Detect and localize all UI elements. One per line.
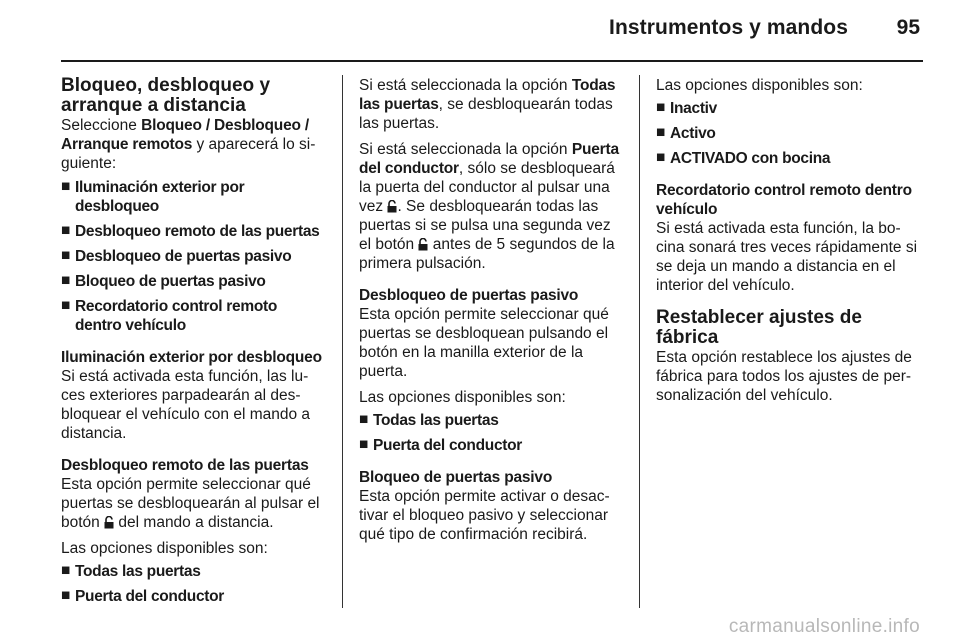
column-divider-2 xyxy=(639,75,640,608)
column-3 xyxy=(656,76,920,405)
section-heading-remote: Bloqueo, desbloqueo y arranque a distancia xyxy=(61,75,271,116)
paragraph-all-doors: Si está seleccionada la opción Todas las puertas, se desbloquearán todas las puertas. xyxy=(359,77,616,132)
options-label: Las opciones disponibles son: xyxy=(359,389,566,406)
watermark: carmanualsonline.info xyxy=(728,616,920,637)
paragraph-driver-door: Si está seleccionada la opción Puerta del conductor, sólo se desbloqueará la puerta del conductor al pulsar una vez . Se desbloquearán todas las puertas si se pulsa una segunda vez el botón antes de 5 segundos de la primera pulsación. xyxy=(359,141,619,272)
subheading-remote-reminder: Recordatorio control remoto dentro vehículo xyxy=(656,182,912,218)
list-item: ■ Inactiv xyxy=(656,99,718,117)
unlock-icon xyxy=(418,238,428,251)
list-item: ■ Activo xyxy=(656,124,716,142)
subheading-passive-lock: Bloqueo de puertas pasivo xyxy=(359,469,553,486)
list-item: ■ Puerta del conductor xyxy=(359,436,523,454)
page-header-title: Instrumentos y mandos xyxy=(609,16,848,39)
unlock-icon xyxy=(387,200,397,213)
list-item: ■ Todas las puertas xyxy=(359,411,499,429)
paragraph-remote-reminder: Si está activada esta función, la bo-cina sonará tres veces rápidamente si se deja un mando a distancia en el interior del vehículo. xyxy=(656,220,918,294)
header-rule xyxy=(61,60,923,62)
remote-unlock-options xyxy=(61,562,325,606)
list-item: ■ ACTIVADO con bocina xyxy=(656,149,831,167)
list-item: ■ Iluminación exterior por desbloqueo xyxy=(61,178,245,215)
list-item: ■ Bloqueo de puertas pasivo xyxy=(61,272,266,290)
intro-paragraph: Seleccione Bloqueo / Desbloqueo / Arranque remotos y aparecerá lo si-guiente: xyxy=(61,117,316,172)
column-1 xyxy=(61,76,325,612)
subheading-remote-unlock: Desbloqueo remoto de las puertas xyxy=(61,457,309,474)
list-item: ■ Recordatorio control remoto dentro vehículo xyxy=(61,297,278,334)
list-item: ■ Todas las puertas xyxy=(61,562,201,580)
options-label: Las opciones disponibles son: xyxy=(656,77,863,94)
page-number: 95 xyxy=(896,16,920,39)
paragraph-exterior-lighting: Si está activada esta función, las lu-ces exteriores parpadearán al des-bloquear el vehículo con el mando a distancia. xyxy=(61,368,311,442)
passive-lock-options xyxy=(656,99,920,168)
paragraph-passive-unlock: Esta opción permite seleccionar qué puertas se desbloquean pulsando el botón en la manilla exterior de la puerta. xyxy=(359,306,609,380)
section-heading-factory-reset: Restablecer ajustes de fábrica xyxy=(656,307,862,348)
subheading-exterior-lighting: Iluminación exterior por desbloqueo xyxy=(61,349,322,366)
column-divider-1 xyxy=(342,75,343,608)
column-2 xyxy=(359,76,623,544)
options-label: Las opciones disponibles son: xyxy=(61,540,268,557)
list-item: ■ Desbloqueo de puertas pasivo xyxy=(61,247,292,265)
list-item: ■ Puerta del conductor xyxy=(61,587,225,605)
passive-unlock-options xyxy=(359,411,623,455)
paragraph-remote-unlock: Esta opción permite seleccionar qué puertas se desbloquearán al pulsar el botón del mando a distancia. xyxy=(61,476,320,531)
paragraph-factory-reset: Esta opción restablece los ajustes de fábrica para todos los ajustes de per-sonalización del vehículo. xyxy=(656,349,912,404)
unlock-icon xyxy=(104,516,114,529)
list-item: ■ Desbloqueo remoto de las puertas xyxy=(61,222,320,240)
subheading-passive-unlock: Desbloqueo de puertas pasivo xyxy=(359,287,579,304)
paragraph-passive-lock: Esta opción permite activar o desac-tivar el bloqueo pasivo y seleccionar qué tipo de confirmación recibirá. xyxy=(359,488,610,543)
menu-options-list xyxy=(61,178,325,335)
